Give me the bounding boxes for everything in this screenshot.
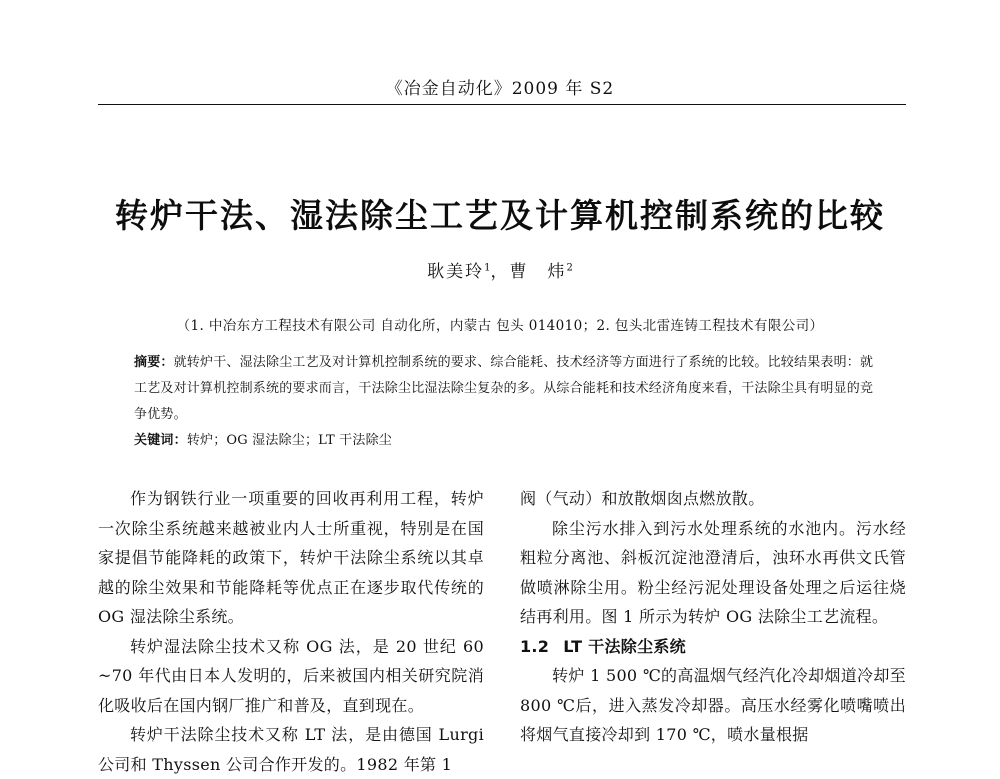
keywords (134, 428, 874, 454)
author-2: 曹 炜 (509, 262, 567, 282)
section-number: 1.2 (520, 636, 550, 656)
body-paragraph: 除尘污水排入到污水处理系统的水池内。污水经粗粒分离池、斜板沉淀池澄清后，浊环水再供文氏管做喷淋除尘用。粉尘经污泥处理设备处理之后运往烧结再利用。图 1 所示为转炉 OG 法除尘工艺流程。 (520, 518, 906, 626)
keywords-text: 转炉；OG 湿法除尘；LT 干法除尘 (186, 433, 392, 448)
body-paragraph: 转炉 1 500 ℃的高温烟气经汽化冷却烟道冷却至 800 ℃后，进入蒸发冷却器。高压水经雾化喷嘴喷出将烟气直接冷却到 170 ℃，喷水量根据 (520, 666, 906, 744)
header-divider (98, 104, 906, 105)
author-1: 耿美玲 (427, 262, 485, 282)
body-paragraph: 转炉湿法除尘技术又称 OG 法，是 20 世纪 60 ~70 年代由日本人发明的，后来被国内相关研究院消化吸收后在国内钢厂推广和普及，直到现在。 (98, 636, 484, 715)
author-2-affil-mark: 2 (566, 262, 573, 274)
keywords-label: 关键词： (134, 433, 187, 448)
abstract-text: 就转炉干、湿法除尘工艺及对计算机控制系统的要求、综合能耗、技术经济等方面进行了系统的比较。比较结果表明：就工艺及对计算机控制系统的要求而言，干法除尘比湿法除尘复杂的多。从综合能耗和技术经济角度来看，干法除尘具有明显的竞争优势。 (134, 355, 874, 422)
author-1-affil-mark: 1 (484, 262, 491, 274)
section-heading (520, 632, 906, 662)
author-separator: ， (490, 262, 510, 282)
abstract-label: 摘要： (134, 355, 174, 370)
affiliation: （1. 中冶东方工程技术有限公司 自动化所，内蒙古 包头 014010；2. 包头北雷连铸工程技术有限公司） (176, 318, 824, 334)
body-paragraph: 作为钢铁行业一项重要的回收再利用工程，转炉一次除尘系统越来越被业内人士所重视，特别是在国家提倡节能降耗的政策下，转炉干法除尘系统以其卓越的除尘效果和节能降耗等优点正在逐步取代传统的 OG 湿法除尘系统。 (98, 489, 484, 626)
journal-header: 《冶金自动化》2009 年 S2 (385, 79, 615, 99)
body-paragraph: 转炉干法除尘技术又称 LT 法，是由德国 Lurgi 公司和 Thyssen 公司合作开发的。1982 年第 1 (98, 725, 484, 774)
author-line (0, 257, 1000, 282)
abstract (134, 350, 874, 428)
body-paragraph: 阀（气动）和放散烟囱点燃放散。 (520, 489, 765, 508)
section-title: LT 干法除尘系统 (563, 636, 686, 656)
abstract-block (134, 350, 874, 454)
body-left-column (98, 484, 484, 779)
body-right-column (520, 484, 906, 750)
article-title: 转炉干法、湿法除尘工艺及计算机控制系统的比较 (115, 196, 885, 235)
